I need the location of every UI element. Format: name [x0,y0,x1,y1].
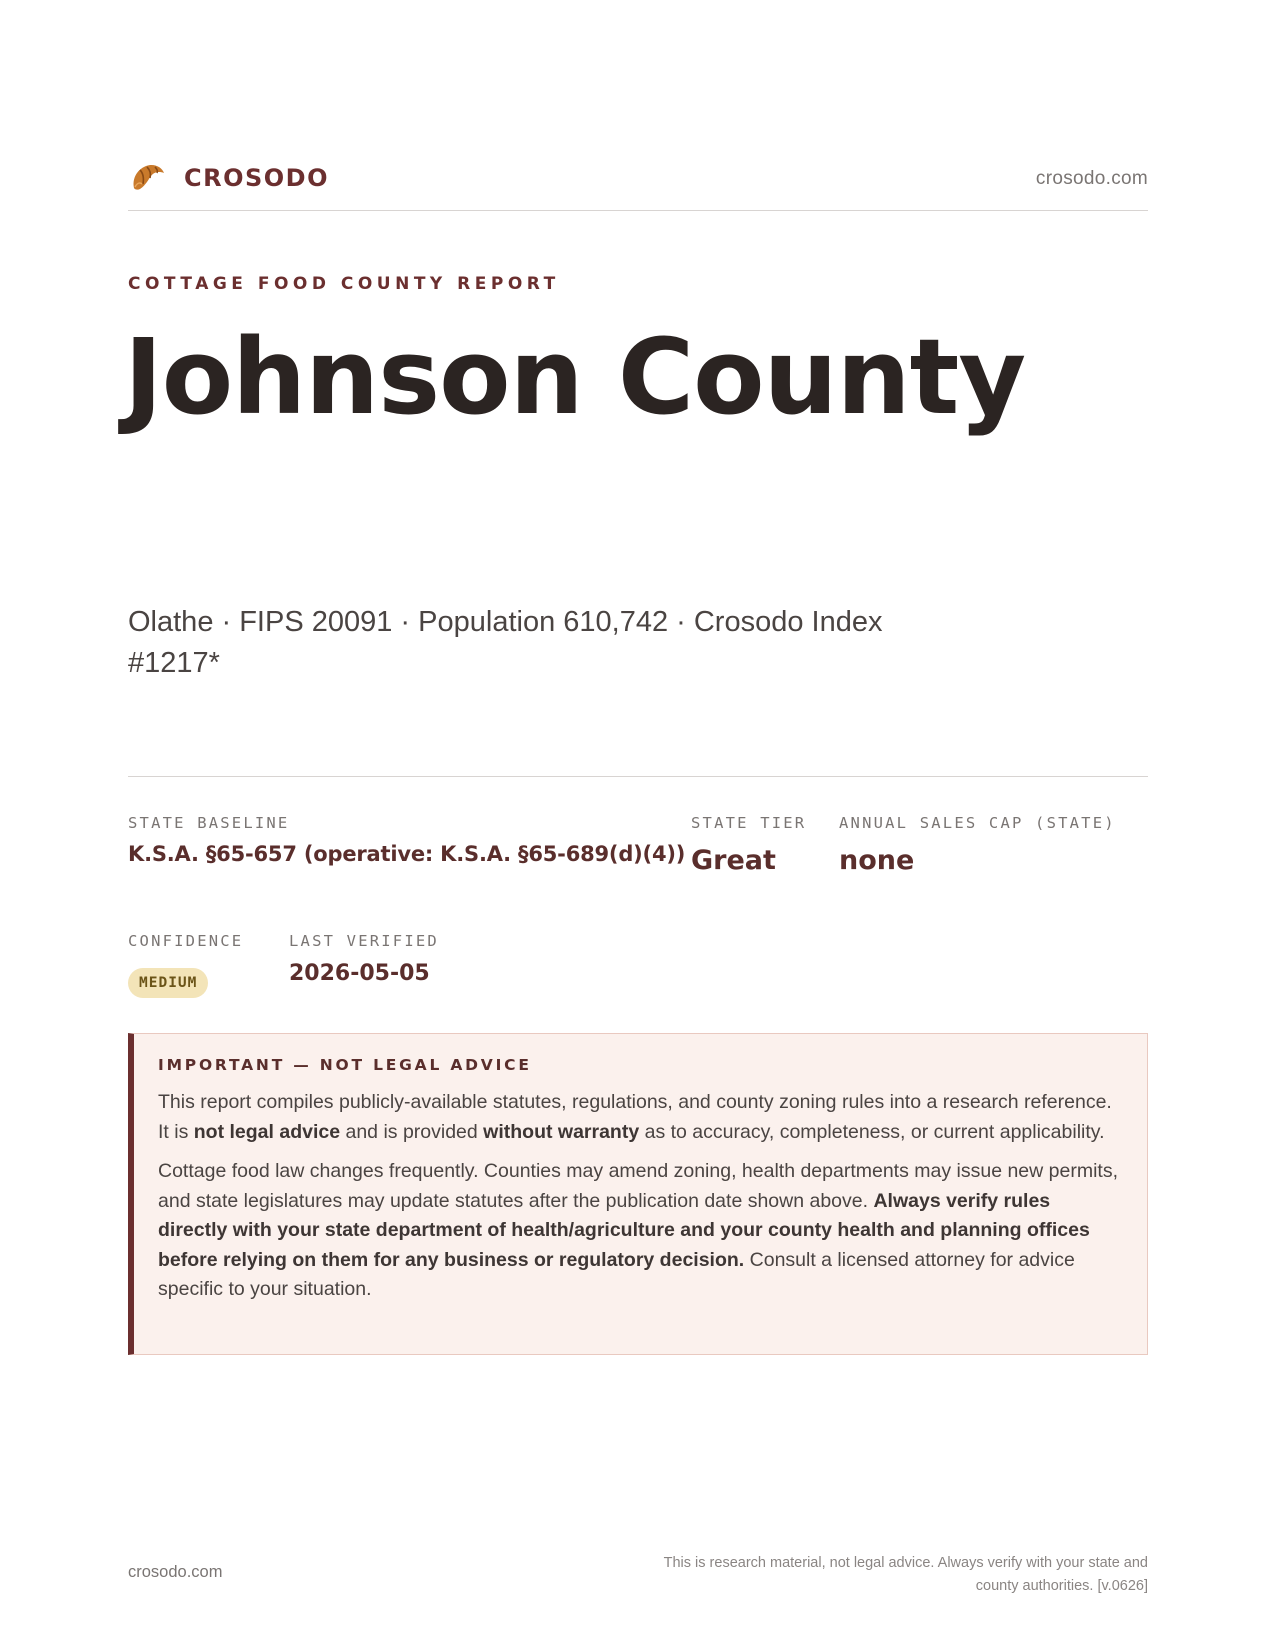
last-verified-value: 2026-05-05 [289,961,430,986]
header-url[interactable]: crosodo.com [1035,168,1148,189]
disclaimer-text: Cottage food law changes frequently. Counties may amend zoning, health departments may issue new permits, and state legislatures may update statutes after the publication date shown above. [158,1160,1118,1212]
disclaimer-paragraph-2 [158,1157,1121,1305]
state-tier-label: STATE TIER [691,814,807,832]
confidence-badge: MEDIUM [128,968,208,998]
brand [128,158,329,198]
page-header [128,158,1148,204]
disclaimer-text: This report compiles publicly-available statutes, regulations, and county zoning rules into a research reference. It is [158,1091,1112,1143]
last-verified-label: LAST VERIFIED [289,932,439,950]
disclaimer-emphasis: Always verify rules directly with your state department of health/agriculture and your county health and planning offices before relying on them for any business or regulatory decision. [158,1189,1090,1271]
disclaimer-emphasis: without warranty [483,1120,640,1143]
state-baseline-label: STATE BASELINE [128,814,290,832]
disclaimer-emphasis: not legal advice [193,1120,341,1143]
disclaimer-title: IMPORTANT — NOT LEGAL ADVICE [158,1056,532,1074]
page-title: Johnson County [124,316,1026,438]
brand-name: CROSODO [184,164,330,192]
legal-disclaimer [128,1033,1148,1355]
confidence-label: CONFIDENCE [128,932,244,950]
report-subtitle: Olathe · FIPS 20091 · Population 610,742 · Crosodo Index #1217* [128,606,883,679]
footer-url[interactable]: crosodo.com [128,1563,223,1581]
report-page [124,0,1148,1650]
report-kicker: COTTAGE FOOD COUNTY REPORT [128,274,560,294]
footer-note: This is research material, not legal advice. Always verify with your state and county authorities. [v.0626] [663,1555,1148,1594]
header-divider [128,210,1148,211]
section-divider [128,776,1148,777]
croissant-icon [128,158,168,198]
sales-cap-label: ANNUAL SALES CAP (STATE) [839,814,1116,832]
disclaimer-text: Consult a licensed attorney for advice specific to your situation. [158,1248,1075,1300]
disclaimer-text: and is provided [340,1120,484,1143]
disclaimer-paragraph-1 [158,1088,1121,1147]
sales-cap-value: none [839,845,915,876]
state-baseline-value: K.S.A. §65-657 (operative: K.S.A. §65-689(d)(4)) [128,842,686,866]
disclaimer-text: as to accuracy, completeness, or current applicability. [639,1120,1105,1143]
state-tier-value: Great [691,845,776,876]
